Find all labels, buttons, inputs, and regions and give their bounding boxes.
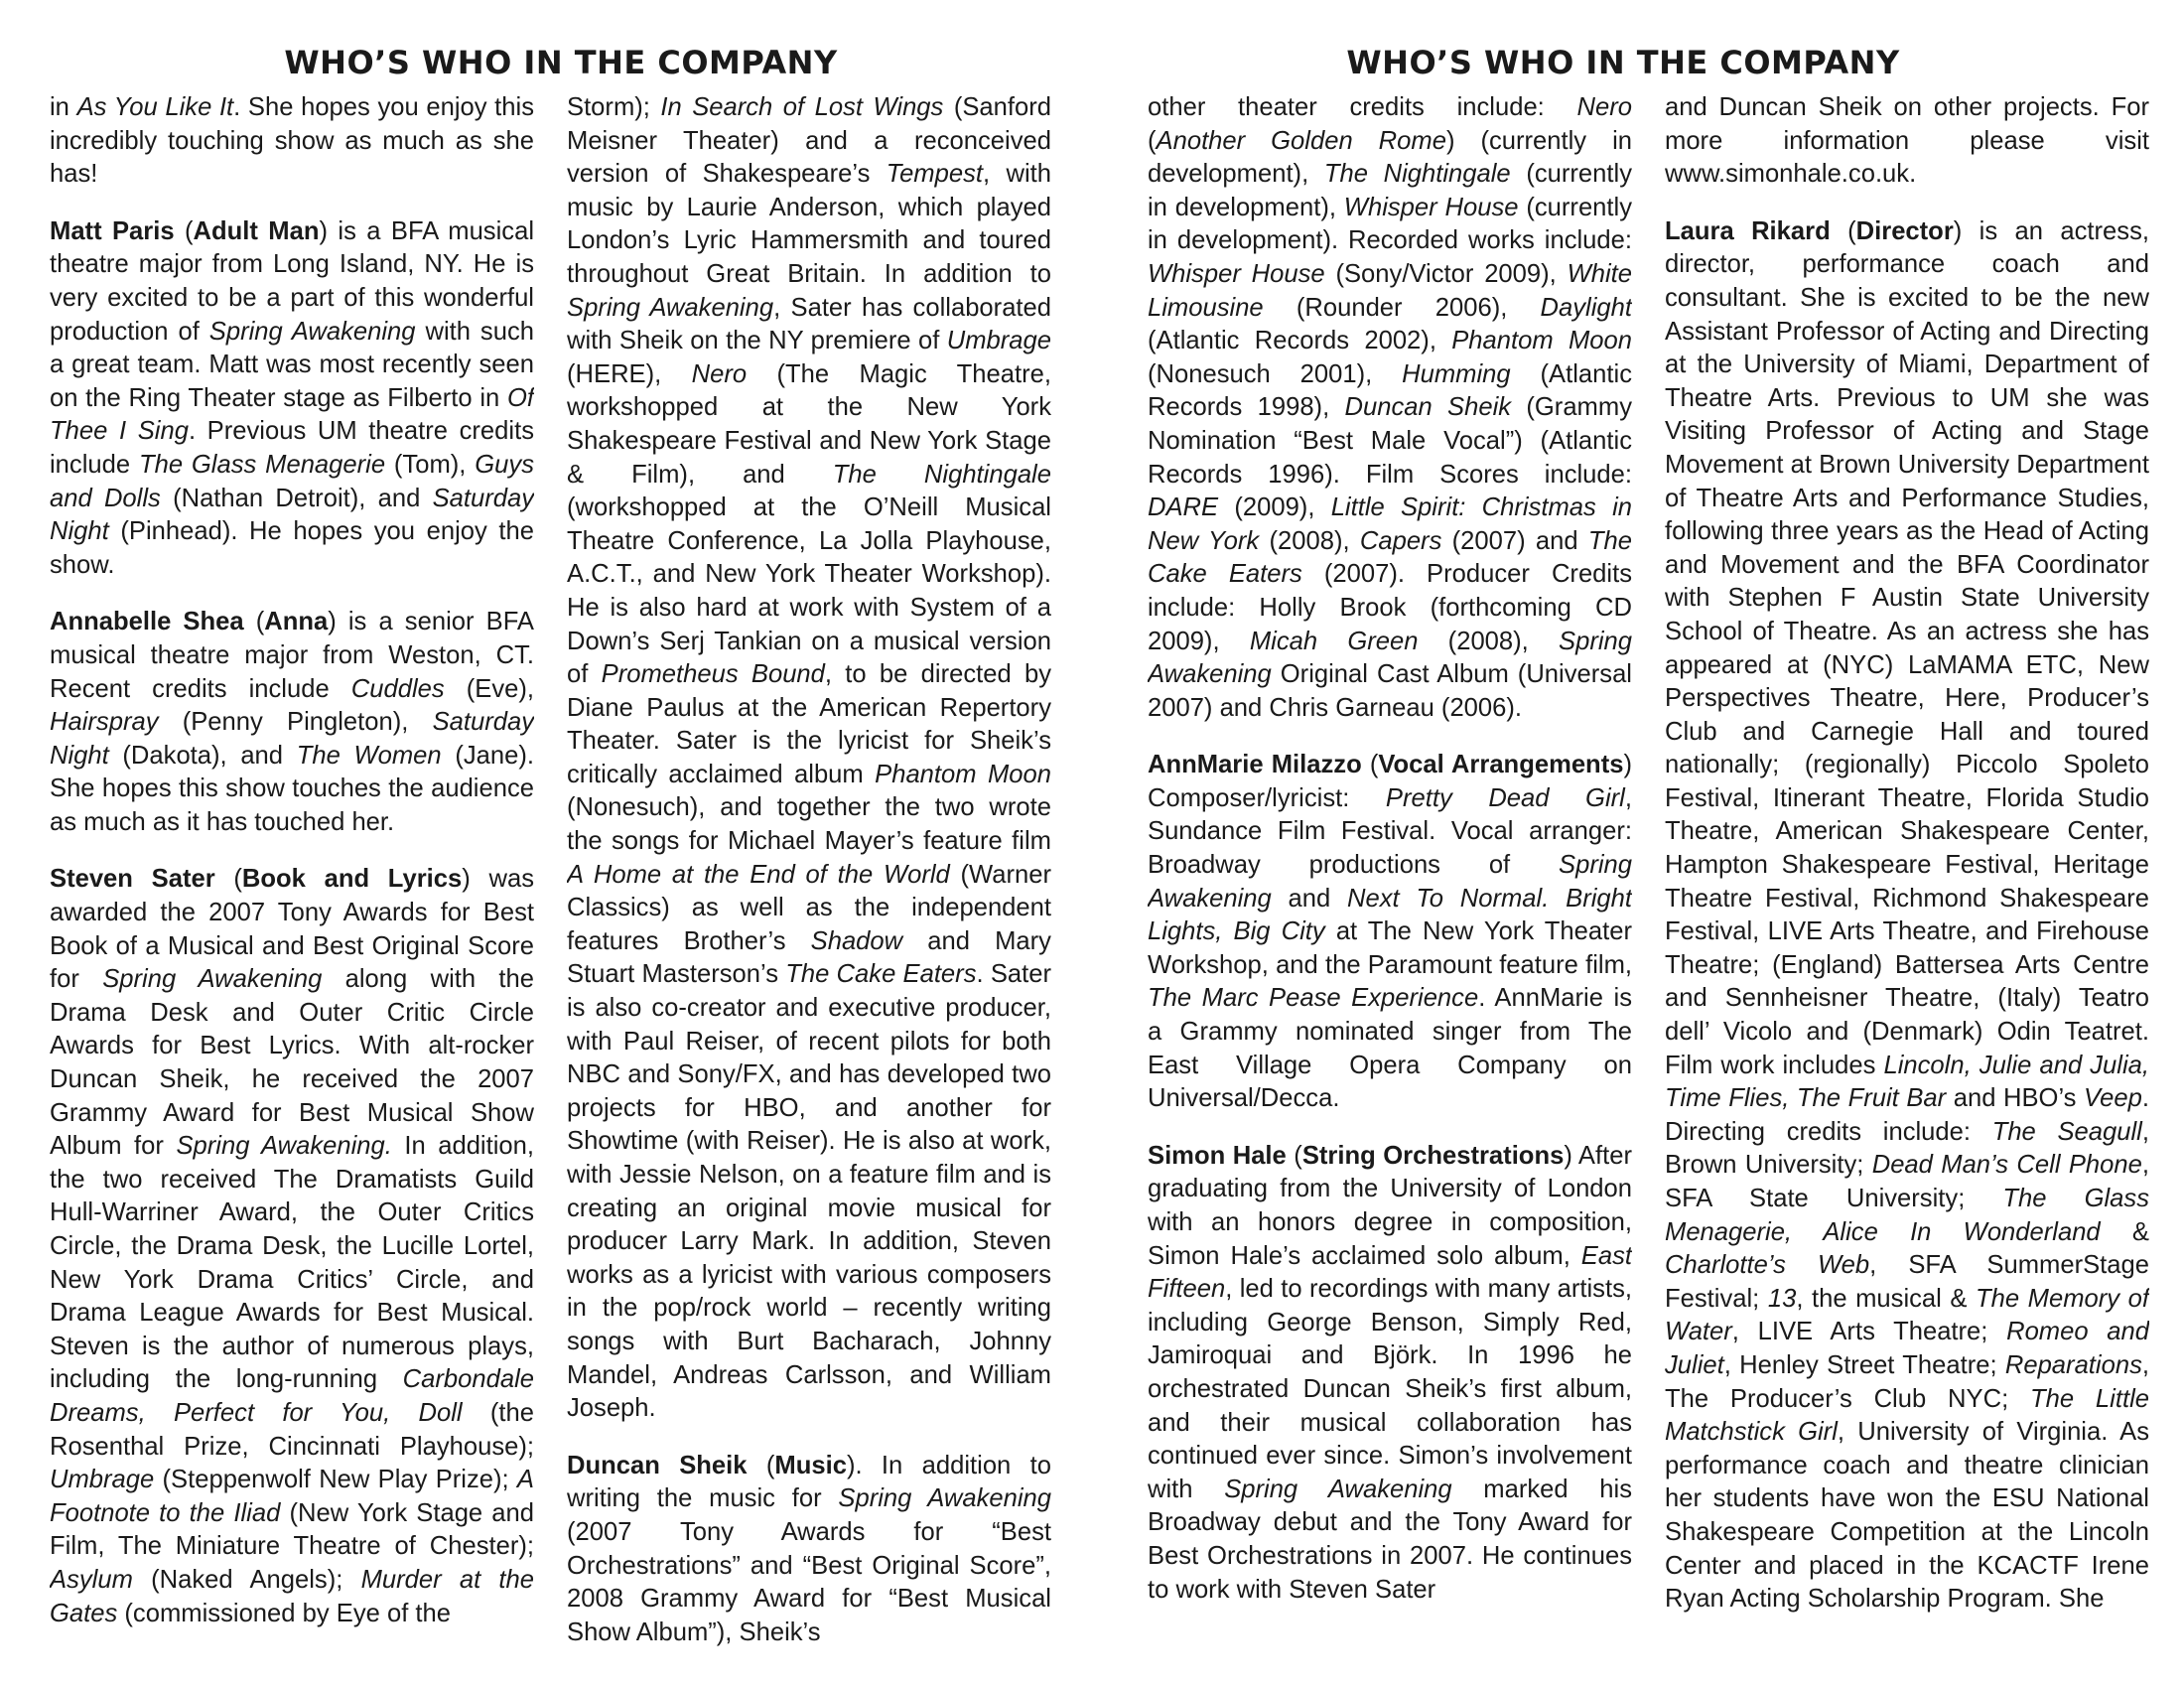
- bio-duncan-sheik: [567, 1450, 1051, 1650]
- italic-title: Umbrage: [946, 327, 1051, 355]
- bold-text: Steven Sater: [50, 865, 215, 894]
- italic-title: Guys and Dolls: [50, 450, 534, 512]
- text-run: (Pinhead). He hopes you enjoy the show.: [50, 517, 534, 579]
- text-run: (2007 Tony Awards for “Best Orchestrations” and “Best Original Score”, 2008 Grammy Award for “Best Musical Show Album”), Sheik’s: [567, 1517, 1051, 1646]
- italic-title: Whisper House: [1343, 193, 1519, 221]
- bold-text: Simon Hale: [1148, 1141, 1287, 1170]
- italic-title: Saturday Night: [50, 708, 534, 770]
- italic-title: The Cake Eaters: [785, 960, 977, 989]
- bold-text: Book and Lyrics: [241, 865, 463, 894]
- text-run: (Nonesuch), and together the two wrote the songs for Michael Mayer’s feature film: [567, 793, 1051, 856]
- text-run: (currently in development). Recorded works include:: [1148, 193, 1632, 255]
- text-run: at The New York Theater Workshop, and the Paramount feature film,: [1148, 917, 1632, 979]
- text-run: , LIVE Arts Theatre;: [1731, 1318, 2007, 1346]
- text-run: (: [243, 608, 265, 636]
- italic-title: Murder at the Gates: [50, 1565, 534, 1627]
- italic-title: The Memory of Water: [1665, 1284, 2149, 1346]
- italic-title: White Limousine: [1148, 259, 1632, 322]
- italic-title: Phantom Moon: [1451, 327, 1632, 355]
- bio-matt-paris: [50, 215, 534, 583]
- text-run: , to be directed by Diane Paulus at the American Repertory Theater. Sater is the lyricist for Sheik’s critically acclaimed album: [567, 660, 1051, 788]
- text-run: (HERE),: [567, 359, 692, 388]
- text-run: (Sanford Meisner Theater) and a reconceived version of Shakespeare’s: [567, 93, 1051, 189]
- italic-title: Spring Awakening: [208, 317, 416, 346]
- italic-title: The Nightingale: [832, 460, 1051, 489]
- italic-title: Spring Awakening.: [176, 1132, 392, 1161]
- text-run: (2009),: [1218, 493, 1331, 522]
- italic-title: Reparations: [2004, 1350, 2142, 1379]
- bold-text: Duncan Sheik: [567, 1451, 748, 1479]
- text-run: ). In addition to writing the music for: [567, 1451, 1051, 1513]
- italic-title: Spring Awakening: [1148, 627, 1632, 689]
- italic-title: As You Like It: [76, 93, 234, 121]
- bold-text: Anna: [264, 608, 329, 636]
- bold-text: Adult Man: [193, 216, 320, 245]
- text-run: and Mary Stuart Masterson’s: [567, 926, 1051, 989]
- text-run: (2007). Producer Credits include: Holly Brook (forthcoming CD 2009),: [1148, 560, 1632, 655]
- text-run: . Sater is also co-creator and executive producer, with Paul Reiser, of recent pilots for both NBC and Sony/FX, and has developed two projects for HBO, and another for Showtime (with Reiser). He is also at work, with Jessie Nelson, on a feature film and is creating an original movie musical for producer Larry Mark. In addition, Steven works as a lyricist with various composers in the pop/rock world – recently writing songs with Burt Bacharach, Johnny Mandel, Andreas Carlsson, and William Joseph.: [567, 960, 1051, 1423]
- text-run: . She hopes you enjoy this incredibly touching show as much as she has!: [50, 93, 534, 189]
- italic-title: Charlotte’s Web: [1665, 1251, 1870, 1280]
- bold-text: Annabelle Shea: [50, 608, 244, 636]
- text-run: , led to recordings with many artists, including George Benson, Simply Red, Jamiroquai and Björk. In 1996 he orchestrated Duncan Sheik’s first album, and their musical collaboration has continued ever since. Simon’s involvement with: [1148, 1275, 1632, 1503]
- italic-title: Phantom Moon: [875, 760, 1051, 788]
- text-run: &: [2100, 1217, 2149, 1246]
- text-column-3: [1148, 91, 1632, 1680]
- text-run: ) is an actress, director, performance coach and consultant. She is excited to be the new Assistant Professor of Acting and Directing at the University of Miami, Department of Theatre Arts. Previous to UM she was Visiting Professor of Acting and Stage Movement at Brown University Department of Theatre Arts and Performance Studies, following three years as the Head of Acting and Movement and the BFA Coordinator with Stephen F Austin State University School of Theatre. As an actress she has appeared at (NYC) LaMAMA ETC, New Perspectives Theatre, Here, Producer’s Club and Carnegie Hall and toured nationally; (regionally) Piccolo Spoleto Festival, Itinerant Theatre, Florida Studio Theatre, American Shakespeare Center, Hampton Shakespeare Festival, Heritage Theatre Festival, Richmond Shakespeare Festival, LIVE Arts Theatre, and Firehouse Theatre; (England) Battersea Arts Centre and Sennheisner Theatre, (Italy) Teatro dell’ Vicolo and (Denmark) Odin Teatret. Film work includes: [1665, 216, 2149, 1079]
- italic-title: Veep: [2084, 1084, 2142, 1113]
- italic-title: Spring Awakening: [1148, 851, 1632, 913]
- italic-title: Pretty Dead Girl: [1385, 783, 1625, 812]
- italic-title: DARE: [1148, 493, 1219, 522]
- text-run: (2007) and: [1441, 526, 1588, 555]
- text-run: (: [1286, 1141, 1302, 1170]
- bold-text: Music: [774, 1451, 847, 1479]
- page-heading-right: WHO’S WHO IN THE COMPANY: [1346, 44, 1900, 81]
- text-run: other theater credits include:: [1148, 93, 1577, 121]
- text-run: ) After graduating from the University of London with an honors degree in composition, Simon Hale’s acclaimed solo album,: [1148, 1141, 1632, 1270]
- text-run: , Sundance Film Festival. Vocal arranger: Broadway productions of: [1148, 783, 1632, 880]
- text-run: . Previous UM theatre credits include: [50, 417, 534, 479]
- italic-title: Little Spirit: Christmas in New York: [1148, 493, 1632, 555]
- text-run: ) is a senior BFA musical theatre major from Weston, CT. Recent credits include: [50, 608, 534, 703]
- bold-text: Director: [1855, 216, 1954, 245]
- text-column-2: [567, 91, 1051, 1680]
- italic-title: Spring Awakening: [1224, 1475, 1452, 1503]
- text-run: (currently in development),: [1148, 160, 1632, 221]
- text-run: ) is a BFA musical theatre major from Long Island, NY. He is very excited to be a part of this wonderful production of: [50, 216, 534, 346]
- bold-text: Matt Paris: [50, 216, 175, 245]
- text-run: (the Rosenthal Prize, Cincinnati Playhouse);: [50, 1398, 534, 1461]
- bio-simon-hale-continued: [1665, 91, 2149, 192]
- text-run: (Steppenwolf New Play Prize);: [154, 1466, 517, 1494]
- text-run: (workshopped at the O’Neill Musical Theatre Conference, La Jolla Playhouse, A.C.T., and New York Theater Workshop). He is also hard at work with System of a Down’s Serj Tankian on a musical version of: [567, 493, 1051, 689]
- text-run: (commissioned by Eye of the: [117, 1599, 452, 1627]
- text-run: in: [50, 93, 77, 121]
- bio-duncan-sheik-continued: [1148, 91, 1632, 725]
- text-run: . Directing credits include:: [1665, 1084, 2149, 1146]
- text-run: , The Producer’s Club NYC;: [1665, 1350, 2149, 1413]
- italic-title: The Marc Pease Experience: [1148, 984, 1479, 1013]
- italic-title: Spring Awakening: [102, 965, 323, 994]
- text-run: (Naked Angels);: [132, 1565, 361, 1594]
- italic-title: Nero: [691, 359, 748, 388]
- italic-title: Dead Man’s Cell Phone: [1871, 1151, 2142, 1180]
- italic-title: Cuddles: [350, 674, 445, 703]
- text-run: , Brown University;: [1665, 1117, 2149, 1180]
- text-run: (Grammy Nomination “Best Male Vocal”) (Atlantic Records 1996). Film Scores include:: [1148, 393, 1632, 489]
- text-run: (The Magic Theatre, workshopped at the New York Shakespeare Festival and New York Stage & Film), and: [567, 359, 1051, 489]
- text-run: with such a great team. Matt was most recently seen on the Ring Theater stage as Filberto in: [50, 317, 534, 412]
- text-run: and: [1271, 884, 1348, 913]
- text-run: ) was awarded the 2007 Tony Awards for Best Book of a Musical and Best Original Score for: [50, 865, 534, 994]
- text-run: , SFA State University;: [1665, 1151, 2149, 1212]
- bio-steven-sater-continued: [567, 91, 1051, 1426]
- italic-title: Another Golden Rome: [1156, 126, 1446, 155]
- italic-title: A Home at the End of the World: [567, 860, 950, 889]
- text-run: marked his Broadway debut and the Tony Award for Best Orchestrations in 2007. He continues to work with Steven Sater: [1148, 1475, 1632, 1604]
- italic-title: East Fifteen: [1148, 1241, 1632, 1304]
- italic-title: Lincoln, Julie and Julia, Time Flies, The Fruit Bar: [1665, 1051, 2149, 1113]
- italic-title: Whisper House: [1148, 259, 1325, 288]
- text-run: (Warner Classics) as well as the independent features Brother’s: [567, 860, 1051, 955]
- text-run: (: [214, 865, 242, 894]
- text-run: Storm);: [567, 93, 661, 121]
- bold-text: AnnMarie Milazzo: [1148, 751, 1362, 779]
- italic-title: The Glass Menagerie, Alice In Wonderland: [1665, 1185, 2149, 1246]
- text-run: (Rounder 2006),: [1263, 293, 1541, 322]
- text-run: (: [747, 1451, 775, 1479]
- italic-title: Nero: [1576, 93, 1632, 121]
- text-run: (: [1361, 751, 1379, 779]
- text-run: ) (currently in development),: [1148, 126, 1632, 189]
- italic-title: Hairspray: [50, 708, 159, 737]
- text-column-4: [1665, 91, 2149, 1680]
- text-run: (New York Stage and Film, The Miniature Theatre of Chester);: [50, 1498, 534, 1561]
- italic-title: Saturday Night: [50, 484, 534, 546]
- italic-title: Of Thee I Sing: [50, 383, 534, 446]
- text-run: and Duncan Sheik on other projects. For more information please visit www.simonhale.co.uk.: [1665, 93, 2149, 189]
- italic-title: Umbrage: [50, 1466, 155, 1494]
- bio-annmarie-milazzo: [1148, 749, 1632, 1116]
- text-run: (: [1830, 216, 1856, 245]
- text-run: , with music by Laurie Anderson, which played London’s Lyric Hammersmith and toured throughout Great Britain. In addition to: [567, 160, 1051, 288]
- italic-title: Carbondale Dreams, Perfect for You, Doll: [50, 1365, 534, 1427]
- italic-title: Humming: [1402, 359, 1511, 388]
- italic-title: Micah Green: [1249, 627, 1419, 655]
- text-run: . AnnMarie is a Grammy nominated singer from The East Village Opera Company on Universal/Decca.: [1148, 984, 1632, 1113]
- italic-title: Spring Awakening: [838, 1484, 1051, 1513]
- text-run: , University of Virginia. As performance coach and theatre clinician her students have won the ESU National Shakespeare Competition at the Lincoln Center and placed in the KCACTF Irene Ryan Acting Scholarship Program. She: [1665, 1418, 2149, 1614]
- text-run: (Jane). She hopes this show touches the audience as much as it has touched her.: [50, 741, 534, 836]
- italic-title: In Search of Lost Wings: [660, 93, 944, 121]
- text-run: (Eve),: [444, 674, 534, 703]
- italic-title: The Glass Menagerie: [138, 450, 386, 479]
- italic-title: Romeo and Juliet: [1665, 1318, 2149, 1379]
- italic-title: 13: [1767, 1284, 1797, 1313]
- text-run: In addition, the two received The Dramatists Guild Hull-Warriner Award, the Outer Critics Circle, the Drama Desk, the Lucille Lortel, New York Drama Critics’ Circle, and Drama League Awards for Best Musical. Steven is the author of numerous plays, including the long-running: [50, 1132, 534, 1394]
- italic-title: Prometheus Bound: [601, 660, 825, 689]
- text-run: (Penny Pingleton),: [158, 708, 433, 737]
- text-run: , SFA SummerStage Festival;: [1665, 1251, 2149, 1313]
- text-column-1: [50, 91, 534, 1680]
- bold-text: Vocal Arrangements: [1378, 751, 1624, 779]
- text-run: Original Cast Album (Universal 2007) and Chris Garneau (2006).: [1148, 660, 1632, 722]
- text-run: (Sony/Victor 2009),: [1324, 259, 1568, 288]
- text-run: (2008),: [1259, 526, 1360, 555]
- text-run: , Sater has collaborated with Sheik on the NY premiere of: [567, 293, 1051, 355]
- italic-title: Duncan Sheik: [1344, 393, 1512, 422]
- bio-annabelle-shea: [50, 606, 534, 839]
- text-run: and HBO’s: [1946, 1084, 2085, 1113]
- text-run: (Nathan Detroit), and: [160, 484, 433, 512]
- italic-title: The Little Matchstick Girl: [1665, 1384, 2149, 1447]
- italic-title: Next To Normal. Bright Lights, Big City: [1148, 884, 1632, 946]
- bold-text: Laura Rikard: [1665, 216, 1831, 245]
- continued-bio: [50, 91, 534, 192]
- text-run: (Dakota), and: [108, 741, 297, 770]
- text-run: (Atlantic Records 2002),: [1148, 327, 1452, 355]
- italic-title: The Seagull: [1991, 1117, 2142, 1146]
- text-run: along with the Drama Desk and Outer Critic Circle Awards for Best Lyrics. With alt-rocker Duncan Sheik, he received the 2007 Grammy Award for Best Musical Show Album for: [50, 965, 534, 1161]
- italic-title: A Footnote to the Iliad: [50, 1466, 534, 1527]
- italic-title: Tempest: [886, 160, 983, 189]
- bio-laura-rikard: [1665, 215, 2149, 1617]
- bold-text: String Orchestrations: [1301, 1141, 1565, 1170]
- text-run: (: [1148, 126, 1157, 155]
- text-run: (Atlantic Records 1998),: [1148, 359, 1632, 422]
- italic-title: The Cake Eaters: [1148, 526, 1632, 589]
- text-run: , Henley Street Theatre;: [1723, 1350, 2005, 1379]
- italic-title: Asylum: [50, 1565, 133, 1594]
- italic-title: Daylight: [1540, 293, 1632, 322]
- text-run: , the musical &: [1796, 1284, 1977, 1313]
- page-heading-left: WHO’S WHO IN THE COMPANY: [284, 44, 838, 81]
- text-run: (: [174, 216, 194, 245]
- italic-title: The Nightingale: [1323, 160, 1511, 189]
- text-run: (Nonesuch 2001),: [1148, 359, 1403, 388]
- italic-title: Capers: [1359, 526, 1442, 555]
- italic-title: The Women: [296, 741, 442, 770]
- italic-title: Shadow: [810, 926, 903, 955]
- bio-steven-sater: [50, 863, 534, 1630]
- text-run: (Tom),: [385, 450, 476, 479]
- bio-simon-hale: [1148, 1140, 1632, 1607]
- italic-title: Spring Awakening: [567, 293, 774, 322]
- text-run: ) Composer/lyricist:: [1148, 751, 1632, 812]
- text-run: (2008),: [1418, 627, 1560, 655]
